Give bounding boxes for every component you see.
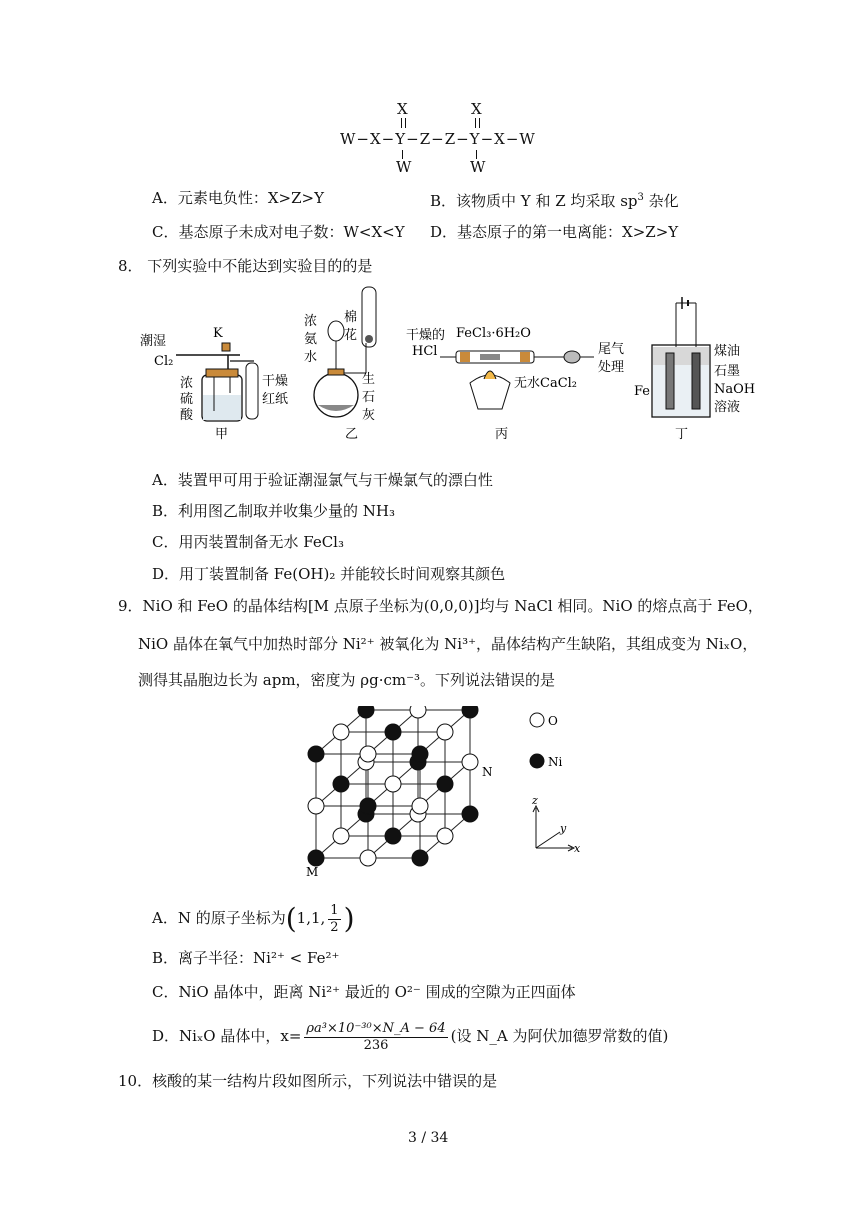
q9-line-2: NiO 晶体在氧气中加热时部分 Ni²⁺ 被氧化为 Ni³⁺，晶体结构产生缺陷，其组成变为 NiₓO， bbox=[138, 635, 758, 653]
axis-y-label: y bbox=[560, 822, 567, 835]
ding-label-fe: Fe bbox=[634, 384, 651, 399]
o-atom bbox=[410, 706, 426, 718]
ni-atom bbox=[385, 828, 401, 844]
bottom-w-left: W bbox=[396, 158, 412, 176]
ni-atom bbox=[308, 746, 324, 762]
ding-label-naoh: NaOH bbox=[714, 382, 756, 397]
o-atom bbox=[333, 828, 349, 844]
bing-label-cacl2: 无水CaCl₂ bbox=[514, 376, 578, 391]
q7-option-c: C．基态原子未成对电子数：W<X<Y bbox=[152, 223, 405, 241]
bing-label-tail-2: 处理 bbox=[598, 360, 625, 375]
apparatus-ding bbox=[634, 297, 755, 442]
ding-label-graphite: 石墨 bbox=[714, 364, 741, 379]
q7-option-b bbox=[430, 188, 679, 211]
jia-label-acid-2: 硫 bbox=[180, 392, 194, 407]
structural-formula bbox=[340, 100, 540, 180]
o-atom bbox=[308, 798, 324, 814]
apparatus-bing bbox=[406, 326, 624, 442]
paren-close: ) bbox=[343, 902, 355, 935]
q10-stem: 10．核酸的某一结构片段如图所示，下列说法中错误的是 bbox=[118, 1072, 498, 1090]
legend-o-icon bbox=[530, 713, 544, 727]
q9-option-a-coord: 1,1, bbox=[296, 909, 326, 927]
paren-open: ( bbox=[285, 902, 297, 935]
chain: W−X−Y−Z−Z−Y−X−W bbox=[340, 130, 536, 148]
q9-line-3: 测得其晶胞边长为 apm，密度为 ρg·cm⁻³。下列说法错误的是 bbox=[138, 671, 556, 689]
fraction-x bbox=[304, 1021, 447, 1054]
q8-option-a: A．装置甲可用于验证潮湿氯气与干燥氯气的漂白性 bbox=[152, 471, 493, 489]
bing-caption: 丙 bbox=[495, 427, 509, 442]
o-atom bbox=[333, 724, 349, 740]
axis-y-line bbox=[536, 832, 560, 848]
top-x-right: X bbox=[471, 100, 482, 118]
q9-option-c: C．NiO 晶体中，距离 Ni²⁺ 最近的 O²⁻ 围成的空隙为正四面体 bbox=[152, 983, 576, 1001]
q8-stem: 8． 下列实验中不能达到实验目的的是 bbox=[118, 257, 373, 275]
o-atom bbox=[360, 850, 376, 866]
jia-caption: 甲 bbox=[215, 427, 229, 442]
legend-o-label: O bbox=[548, 714, 558, 728]
yi-label-lime-3: 灰 bbox=[362, 408, 376, 423]
o-atom bbox=[437, 724, 453, 740]
q9-option-a bbox=[152, 898, 355, 938]
jia-label-wet: 潮湿 bbox=[140, 334, 167, 349]
q7-option-a: A．元素电负性：X>Z>Y bbox=[152, 189, 324, 207]
apparatus-figure bbox=[140, 283, 760, 443]
axis-x-label: x bbox=[574, 842, 581, 855]
jia-label-paper: 干燥 bbox=[262, 374, 289, 389]
yi-label-ammonia-2: 氨 bbox=[304, 332, 318, 347]
q9-option-d bbox=[152, 1016, 668, 1056]
yi-label-ammonia: 浓 bbox=[304, 314, 318, 329]
ni-atom bbox=[437, 776, 453, 792]
jia-label-acid-3: 酸 bbox=[180, 408, 194, 423]
ni-atom bbox=[358, 706, 374, 718]
ni-atom bbox=[462, 706, 478, 718]
jia-label-cl2: Cl₂ bbox=[154, 354, 174, 369]
yi-label-ammonia-3: 水 bbox=[304, 350, 318, 365]
yi-label-lime: 生 bbox=[362, 372, 376, 387]
double-bond-left bbox=[401, 118, 406, 128]
o-atom bbox=[360, 746, 376, 762]
ni-atom bbox=[412, 850, 428, 866]
bing-label-dry: 干燥的 bbox=[406, 328, 446, 343]
legend-figure bbox=[526, 708, 606, 858]
fraction-x-num: ρa³×10⁻³⁰×N_A − 64 bbox=[306, 1020, 446, 1036]
q9-option-a-text: A．N 的原子坐标为 bbox=[152, 909, 286, 927]
top-x-left: X bbox=[397, 100, 408, 118]
page-number: 3 / 34 bbox=[408, 1130, 449, 1146]
q8-option-c: C．用丙装置制备无水 FeCl₃ bbox=[152, 533, 344, 551]
jia-label-acid: 浓 bbox=[180, 376, 194, 391]
q9-option-b: B．离子半径：Ni²⁺ < Fe²⁺ bbox=[152, 949, 340, 967]
q9-line-1: 9．NiO 和 FeO 的晶体结构[M 点原子坐标为(0,0,0)]均与 NaCl 相同。NiO 的熔点高于 FeO， bbox=[118, 597, 763, 615]
ding-label-kerosene: 煤油 bbox=[714, 344, 741, 359]
q7-option-b-sup: 3 bbox=[637, 192, 644, 203]
jia-label-paper-2: 红纸 bbox=[262, 392, 289, 407]
q7-option-b-text: B．该物质中 Y 和 Z 均采取 sp bbox=[430, 192, 638, 210]
yi-label-cotton: 棉 bbox=[344, 310, 358, 325]
ni-atom bbox=[308, 850, 324, 866]
q8-option-d: D．用丁装置制备 Fe(OH)₂ 并能较长时间观察其颜色 bbox=[152, 565, 506, 583]
axis-z-label: z bbox=[532, 794, 538, 807]
q9-option-d-tail: (设 N_A 为阿伏加德罗常数的值) bbox=[450, 1027, 669, 1045]
yi-caption: 乙 bbox=[345, 427, 359, 442]
o-atom bbox=[385, 776, 401, 792]
q8-option-b: B．利用图乙制取并收集少量的 NH₃ bbox=[152, 502, 396, 520]
ni-atom bbox=[385, 724, 401, 740]
ding-caption: 丁 bbox=[675, 427, 689, 442]
q7-option-b-tail: 杂化 bbox=[643, 192, 679, 210]
bing-label-fecl3: FeCl₃·6H₂O bbox=[456, 326, 531, 341]
jia-label-k: K bbox=[213, 326, 223, 341]
apparatus-yi bbox=[304, 287, 376, 442]
ni-atom bbox=[412, 746, 428, 762]
apparatus-jia bbox=[140, 326, 288, 442]
yi-label-lime-2: 石 bbox=[362, 390, 376, 405]
yi-label-cotton-2: 花 bbox=[344, 328, 358, 343]
ding-label-naoh-2: 溶液 bbox=[714, 400, 741, 415]
o-atom bbox=[412, 798, 428, 814]
bottom-w-right: W bbox=[470, 158, 486, 176]
o-atom bbox=[462, 754, 478, 770]
ni-atom bbox=[360, 798, 376, 814]
legend-ni-icon bbox=[530, 754, 544, 768]
q9-option-d-text: D．NiₓO 晶体中，x= bbox=[152, 1027, 302, 1045]
ni-atom bbox=[333, 776, 349, 792]
label-m: M bbox=[306, 865, 319, 878]
fraction-half bbox=[328, 903, 340, 936]
double-bond-right bbox=[475, 118, 480, 128]
bing-label-tail: 尾气 bbox=[598, 342, 625, 357]
fraction-x-den: 236 bbox=[363, 1037, 389, 1053]
bing-label-hcl: HCl bbox=[412, 344, 438, 359]
legend-ni-label: Ni bbox=[548, 755, 563, 769]
fraction-den: 2 bbox=[330, 919, 339, 935]
label-n: N bbox=[482, 765, 493, 779]
ni-atom bbox=[462, 806, 478, 822]
q7-option-d: D．基态原子的第一电离能：X>Z>Y bbox=[430, 223, 679, 241]
fraction-num: 1 bbox=[330, 902, 339, 918]
o-atom bbox=[437, 828, 453, 844]
